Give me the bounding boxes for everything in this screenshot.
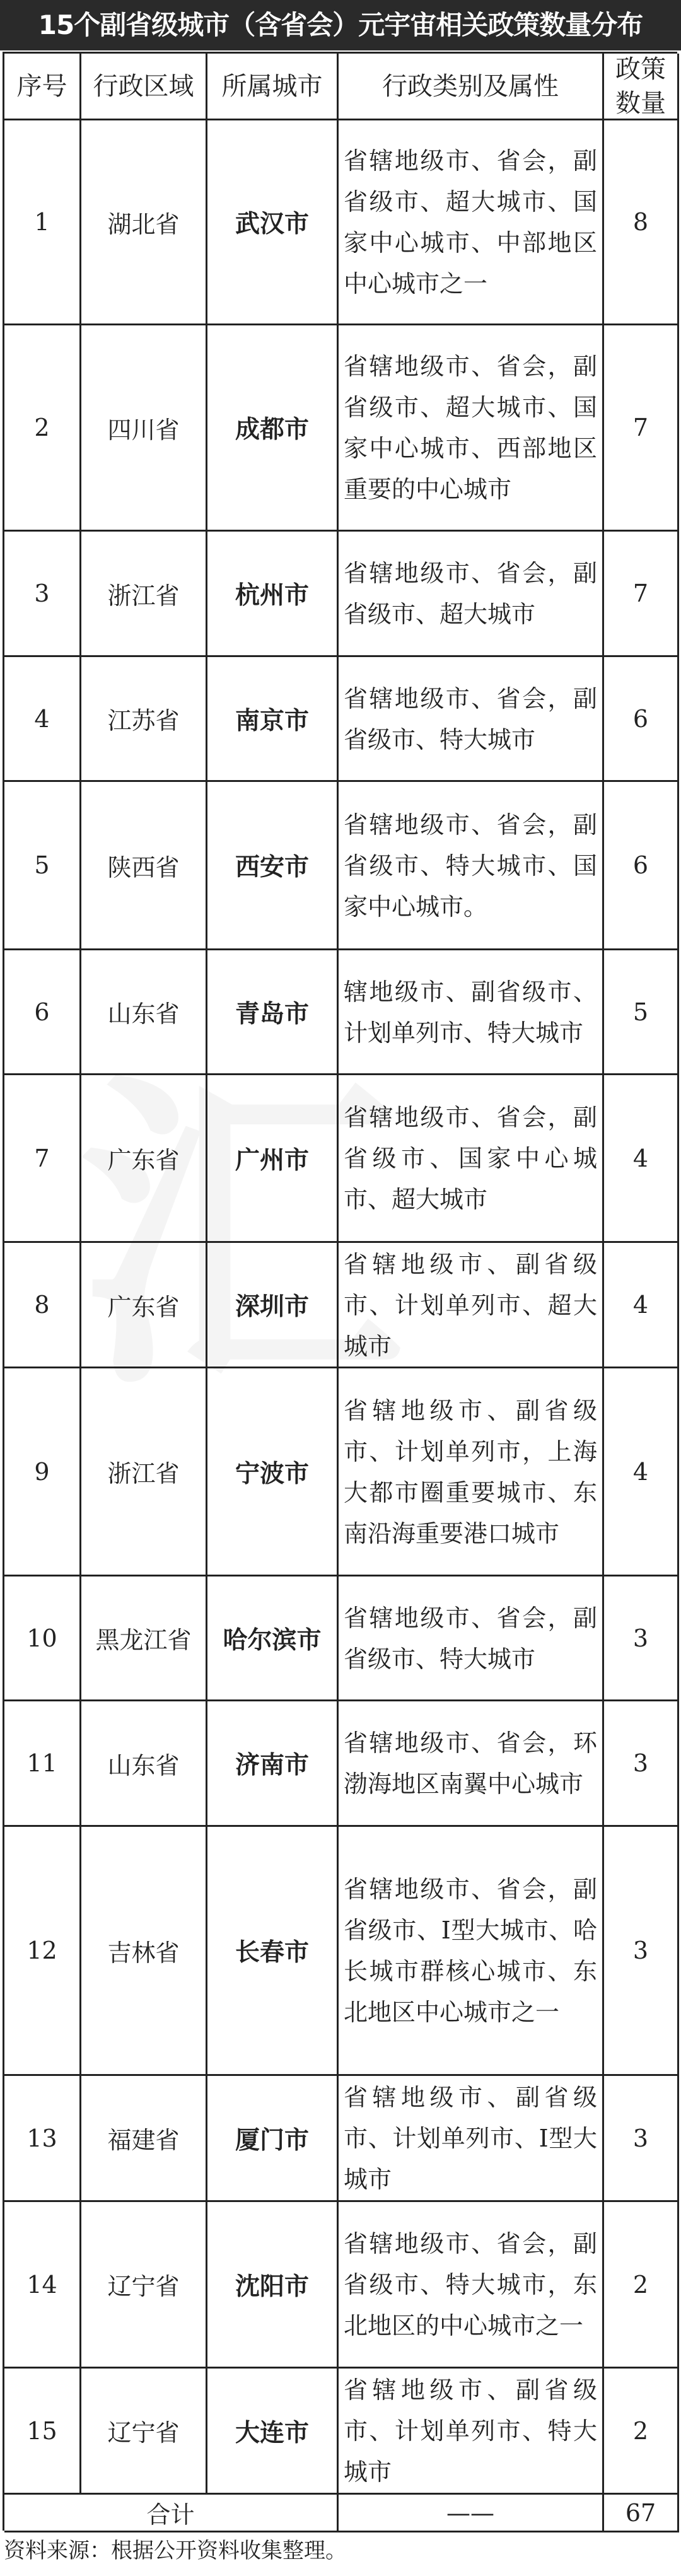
cell-category <box>339 1827 604 2076</box>
cell-category <box>339 532 604 657</box>
cell-city: 广州市 <box>207 1075 339 1243</box>
cell-category <box>339 2369 604 2495</box>
cell-city: 哈尔滨市 <box>207 1576 339 1701</box>
cell-index: 10 <box>4 1576 81 1701</box>
total-category: —— <box>339 2495 604 2532</box>
category-text: 省辖地级市、省会，副省级市、特大城市，东北地区的中心城市之一 <box>344 2230 597 2340</box>
cell-region: 山东省 <box>81 950 207 1075</box>
cell-city: 厦门市 <box>207 2076 339 2202</box>
cell-city: 西安市 <box>207 782 339 950</box>
cell-city: 成都市 <box>207 325 339 532</box>
cell-count: 2 <box>604 2202 679 2369</box>
cell-region: 山东省 <box>81 1701 207 1827</box>
cell-region: 广东省 <box>81 1075 207 1243</box>
category-text: 省辖地级市、省会，副省级市、超大城市、国家中心城市、中部地区中心城市之一 <box>344 147 597 298</box>
cell-region: 辽宁省 <box>81 2369 207 2495</box>
cell-index: 13 <box>4 2076 81 2202</box>
cell-count: 3 <box>604 1701 679 1827</box>
category-text: 省辖地级市、省会，副省级市、超大城市 <box>344 559 597 628</box>
cell-count: 8 <box>604 120 679 325</box>
category-text: 辖地级市、副省级市、计划单列市、特大城市 <box>344 977 597 1047</box>
cell-city: 武汉市 <box>207 120 339 325</box>
cell-count: 4 <box>604 1075 679 1243</box>
cell-count: 4 <box>604 1243 679 1368</box>
category-text: 省辖地级市、省会，副省级市、Ⅰ型大城市、哈长城市群核心城市、东北地区中心城市之一 <box>344 1875 597 2026</box>
total-label: 合计 <box>4 2495 339 2532</box>
category-text: 省辖地级市、省会，副省级市、国家中心城市、超大城市 <box>344 1104 597 1213</box>
cell-region: 浙江省 <box>81 532 207 657</box>
cell-count: 3 <box>604 1576 679 1701</box>
cell-category <box>339 1368 604 1576</box>
cell-region: 辽宁省 <box>81 2202 207 2369</box>
cell-index: 6 <box>4 950 81 1075</box>
cell-region: 吉林省 <box>81 1827 207 2076</box>
header-index: 序号 <box>4 54 81 120</box>
category-text: 省辖地级市、副省级市、计划单列市、特大城市 <box>344 2376 597 2486</box>
cell-index: 2 <box>4 325 81 532</box>
cell-index: 4 <box>4 657 81 782</box>
header-category: 行政类别及属性 <box>339 54 604 120</box>
cell-region: 黑龙江省 <box>81 1576 207 1701</box>
cell-city: 南京市 <box>207 657 339 782</box>
cell-count: 6 <box>604 657 679 782</box>
cell-index: 1 <box>4 120 81 325</box>
cell-index: 15 <box>4 2369 81 2495</box>
cell-index: 5 <box>4 782 81 950</box>
source-note: 资料来源：根据公开资料收集整理。 <box>4 2538 347 2563</box>
cell-city: 济南市 <box>207 1701 339 1827</box>
cell-category <box>339 1576 604 1701</box>
cell-city: 大连市 <box>207 2369 339 2495</box>
category-text: 省辖地级市、省会，副省级市、特大城市 <box>344 1604 597 1673</box>
cell-city: 深圳市 <box>207 1243 339 1368</box>
cell-count: 4 <box>604 1368 679 1576</box>
cell-index: 11 <box>4 1701 81 1827</box>
cell-category <box>339 1243 604 1368</box>
cell-count: 2 <box>604 2369 679 2495</box>
table-title: 15个副省级城市（含省会）元宇宙相关政策数量分布 <box>0 0 681 50</box>
cell-region: 福建省 <box>81 2076 207 2202</box>
cell-region: 陕西省 <box>81 782 207 950</box>
category-text: 省辖地级市、副省级市、计划单列市，上海大都市圈重要城市、东南沿海重要港口城市 <box>344 1396 597 1547</box>
cell-count: 3 <box>604 2076 679 2202</box>
header-count: 政策数量 <box>604 54 679 120</box>
cell-category <box>339 950 604 1075</box>
cell-index: 14 <box>4 2202 81 2369</box>
category-text: 省辖地级市、省会，环渤海地区南翼中心城市 <box>344 1729 597 1798</box>
cell-region: 广东省 <box>81 1243 207 1368</box>
cell-category <box>339 1701 604 1827</box>
policy-table <box>3 52 677 2531</box>
cell-index: 9 <box>4 1368 81 1576</box>
cell-city: 宁波市 <box>207 1368 339 1576</box>
cell-count: 7 <box>604 532 679 657</box>
cell-category <box>339 782 604 950</box>
cell-category <box>339 1075 604 1243</box>
header-city: 所属城市 <box>207 54 339 120</box>
cell-region: 湖北省 <box>81 120 207 325</box>
header-region: 行政区域 <box>81 54 207 120</box>
cell-category <box>339 325 604 532</box>
category-text: 省辖地级市、省会，副省级市、超大城市、国家中心城市、西部地区重要的中心城市 <box>344 353 597 503</box>
cell-count: 6 <box>604 782 679 950</box>
category-text: 省辖地级市、副省级市、计划单列市、超大城市 <box>344 1250 597 1360</box>
cell-city: 长春市 <box>207 1827 339 2076</box>
total-count: 67 <box>604 2495 679 2532</box>
cell-region: 四川省 <box>81 325 207 532</box>
cell-category <box>339 120 604 325</box>
cell-city: 杭州市 <box>207 532 339 657</box>
category-text: 省辖地级市、省会，副省级市、特大城市、国家中心城市。 <box>344 810 597 921</box>
cell-index: 7 <box>4 1075 81 1243</box>
cell-region: 浙江省 <box>81 1368 207 1576</box>
cell-count: 7 <box>604 325 679 532</box>
cell-count: 5 <box>604 950 679 1075</box>
category-text: 省辖地级市、副省级市、计划单列市、Ⅰ型大城市 <box>344 2084 597 2193</box>
cell-category <box>339 2076 604 2202</box>
cell-city: 沈阳市 <box>207 2202 339 2369</box>
category-text: 省辖地级市、省会，副省级市、特大城市 <box>344 684 597 754</box>
cell-category <box>339 2202 604 2369</box>
cell-index: 3 <box>4 532 81 657</box>
cell-count: 3 <box>604 1827 679 2076</box>
cell-index: 8 <box>4 1243 81 1368</box>
cell-index: 12 <box>4 1827 81 2076</box>
cell-city: 青岛市 <box>207 950 339 1075</box>
cell-region: 江苏省 <box>81 657 207 782</box>
cell-category <box>339 657 604 782</box>
